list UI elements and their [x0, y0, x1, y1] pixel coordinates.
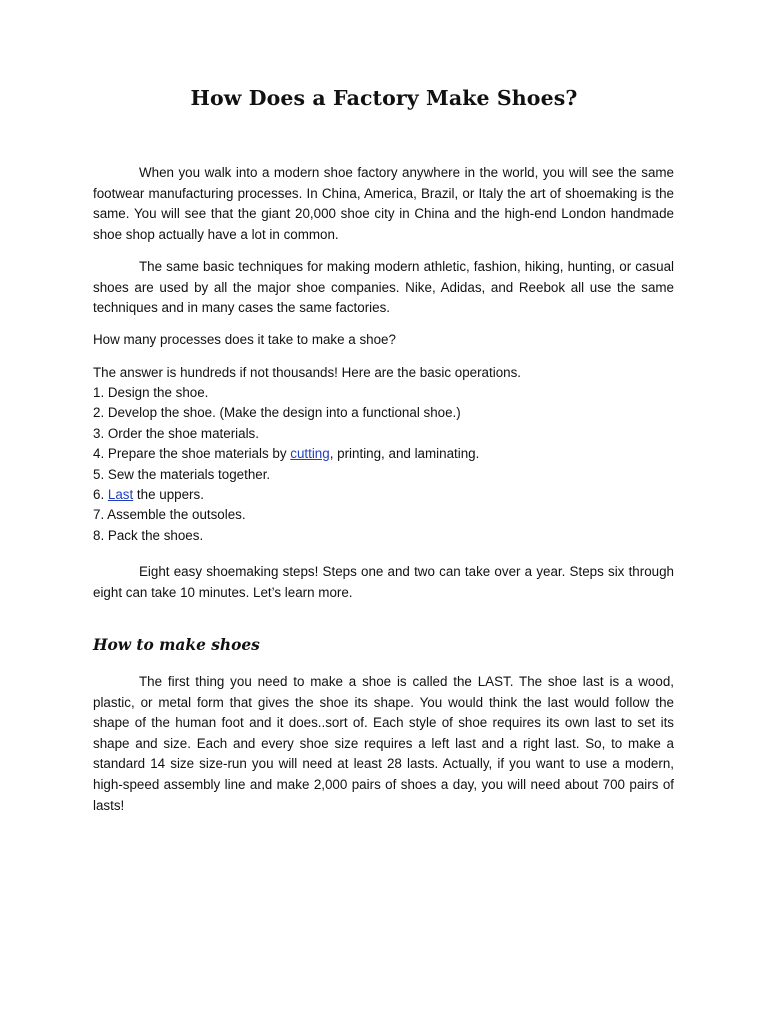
step-text: 6.: [93, 487, 108, 503]
summary-paragraph: Eight easy shoemaking steps! Steps one and two can take over a year. Steps six through eight can take 10 minutes. Let’s learn more.: [93, 564, 674, 600]
last-link[interactable]: Last: [107, 487, 134, 503]
step-item: 5. Sew the materials together.: [93, 466, 271, 482]
last-paragraph: The first thing you need to make a shoe is called the LAST. The shoe last is a wood, plastic, or metal form that gives the shoe its shape. You would think the last would follow the shape of the human foot and it does..sort of. Each style of shoe requires its own last to set its shape and size. Each and every shoe size requires a left last and a right last. So, to make a standard 14 size size-run you will need at least 28 lasts. Actually, if you want to use a modern, high-speed assembly line and make 2,000 pairs of shoes a day, you will need about 700 pairs of lasts!: [93, 674, 674, 813]
question-text: How many processes does it take to make a shoe?: [93, 332, 396, 347]
cutting-link[interactable]: cutting: [290, 446, 330, 462]
step-item: 2. Develop the shoe. (Make the design into a functional shoe.): [93, 405, 461, 421]
step-text: 4. Prepare the shoe materials by: [93, 446, 291, 462]
step-text: the uppers.: [133, 487, 204, 503]
steps-list: [93, 383, 674, 546]
step-item: 1. Design the shoe.: [93, 385, 209, 400]
step-text: , printing, and laminating.: [329, 446, 480, 462]
step-item: 3. Order the shoe materials.: [93, 425, 259, 441]
document-title: How Does a Factory Make Shoes?: [190, 86, 578, 110]
answer-intro-text: The answer is hundreds if not thousands! Here are the basic operations.: [93, 365, 522, 380]
step-item: 7. Assemble the outsoles.: [93, 507, 246, 523]
techniques-paragraph: The same basic techniques for making modern athletic, fashion, hiking, hunting, or casual shoes are used by all the major shoe companies. Nike, Adidas, and Reebok all use the same techniques and in many cases the same factories.: [93, 259, 674, 316]
step-item: 8. Pack the shoes.: [93, 527, 204, 543]
step-item: [93, 444, 674, 464]
section-heading: How to make shoes: [93, 636, 260, 654]
step-item: [93, 485, 674, 505]
intro-paragraph: When you walk into a modern shoe factory anywhere in the world, you will see the same footwear manufacturing processes. In China, America, Brazil, or Italy the art of shoemaking is the same. You will see that the giant 20,000 shoe city in China and the high-end London handmade shoe shop actually have a lot in common.: [93, 165, 674, 242]
